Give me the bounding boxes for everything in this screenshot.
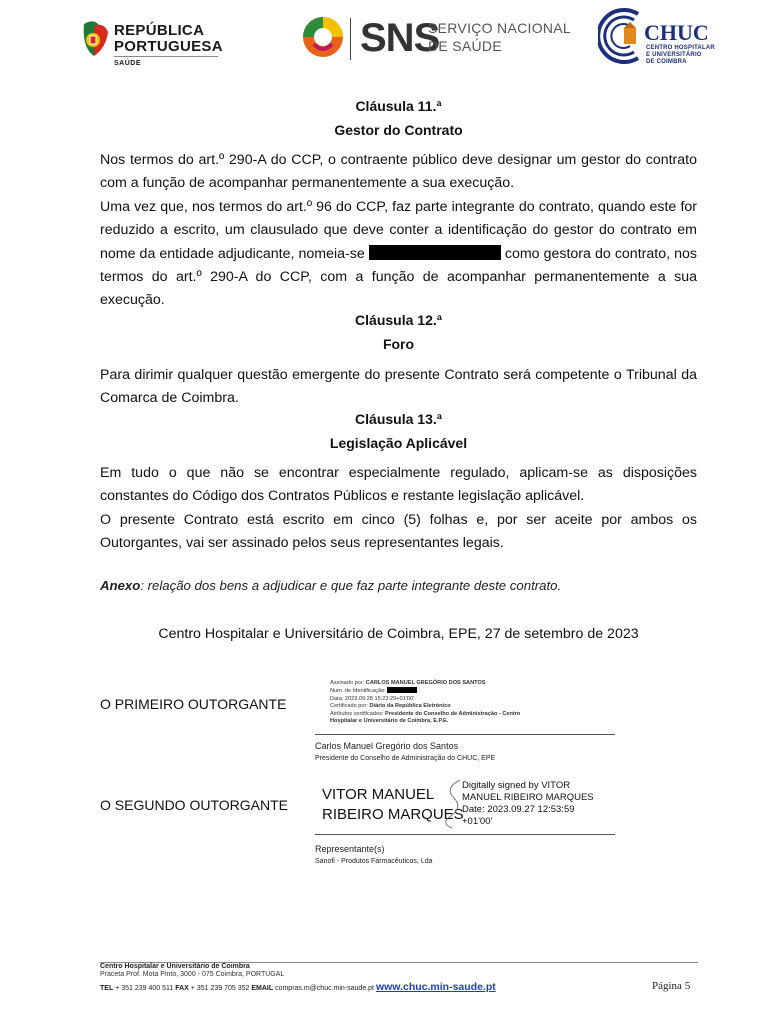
clause11-title: Cláusula 11.ª — [355, 98, 442, 114]
signature-line-1 — [315, 734, 615, 735]
footer-contacts — [100, 981, 496, 993]
redaction-block — [369, 245, 501, 260]
chuc-subtitle-1: CENTRO HOSPITALAR — [646, 45, 715, 51]
clause13-subtitle: Legislação Aplicável — [329, 435, 468, 451]
clause11-subtitle: Gestor do Contrato — [334, 122, 463, 138]
digital-signature-stamp-1 — [330, 680, 530, 725]
clause12-paragraph-1: Para dirimir qualquer questão emergente do presente Contrato será competente o Tribunal da Comarca de Coimbra. — [100, 367, 697, 407]
sns-subtitle-1: SERVIÇO NACIONAL — [428, 20, 572, 36]
anexo-label: Anexo — [100, 578, 141, 593]
republica-emblem-icon — [78, 20, 112, 60]
footer-tel: + 351 239 400 511 — [115, 985, 174, 992]
footer-org: Centro Hospitalar e Universitário de Coimbra — [100, 963, 250, 970]
stamp-cert-label: Certificado por: — [330, 703, 368, 710]
rp-title-line1: REPÚBLICA — [114, 22, 205, 39]
clause11-paragraph-2 — [100, 196, 697, 312]
digital-line-2: MANUEL RIBEIRO MARQUES — [462, 792, 594, 803]
sns-title: SNS — [360, 16, 440, 60]
footer-address: Praceta Prof. Mota Pinto, 3000 - 075 Coimbra, PORTUGAL — [100, 971, 285, 978]
place-date: Centro Hospitalar e Universitário de Coimbra, EPE, 27 de setembro de 2023 — [158, 626, 639, 642]
clause11-p2-start: Uma vez que, nos termos do art.º 96 do CCP, faz parte integrante do contrato, quando este for reduzido a escrito, um clausulado que deve conter a identificação do gestor do contrato em nome da entidade adjudicante, nomeia-se — [100, 199, 697, 262]
digital-line-1: Digitally signed by VITOR — [462, 780, 571, 791]
digital-line-3: Date: 2023.09.27 12:53:59 — [462, 804, 575, 815]
republica-portuguesa-logo — [78, 20, 114, 60]
digital-signature-stamp-2 — [462, 780, 612, 828]
signer-2-name-line1: VITOR MANUEL — [322, 786, 435, 803]
stamp-cert-value: Diário da República Eletrónico — [369, 703, 451, 710]
chuc-subtitle-2: E UNIVERSITÁRIO — [646, 52, 702, 58]
clause12-subtitle: Foro — [382, 336, 415, 352]
stamp-signed-by-label: Assinado por: — [330, 680, 365, 686]
clause13-title: Cláusula 13.ª — [355, 411, 442, 427]
stamp-id-label: Num. de Identificação: — [330, 688, 386, 695]
footer-fax: + 351 239 705 352 — [190, 985, 250, 992]
chuc-subtitle-3: DE COIMBRA — [646, 59, 687, 65]
footer-website-link[interactable]: www.chuc.min-saude.pt — [375, 981, 496, 993]
digital-line-4: +01'00' — [462, 816, 493, 827]
stamp-attr-value: Presidente do Conselho de Administração - Centro Hospitalar e Universitário de Coimbra, E.P.E. — [330, 710, 521, 725]
signer-1-name: Carlos Manuel Gregório dos Santos — [315, 741, 459, 751]
rp-title-line2: PORTUGUESA — [114, 38, 223, 55]
chuc-logo — [598, 6, 646, 66]
sns-emblem-icon — [300, 14, 346, 60]
rp-divider — [114, 56, 218, 57]
signer-2-name-line2: RIBEIRO MARQUES — [322, 806, 464, 823]
clause11-paragraph-1: Nos termos do art.º 290-A do CCP, o contraente público deve designar um gestor do contrato com a função de acompanhar permanentemente a sua execução. — [100, 152, 697, 192]
stamp-id-redaction — [387, 687, 417, 693]
footer-email-label: EMAIL — [251, 985, 274, 992]
clause13-paragraph-2: O presente Contrato está escrito em cinco (5) folhas e, por ser aceite por ambos os Outorgantes, vai ser assinado pelos seus representantes legais. — [100, 512, 697, 552]
signature-line-2 — [315, 834, 615, 835]
anexo-text: : relação dos bens a adjudicar e que faz parte integrante deste contrato. — [140, 578, 562, 593]
representative-label: Representante(s) — [315, 844, 385, 854]
representative-company: Sanofi - Produtos Farmacêuticos, Lda — [315, 858, 433, 865]
clause12-title: Cláusula 12.ª — [355, 312, 442, 328]
clause13-paragraph-1: Em tudo o que não se encontrar especialmente regulado, aplicam-se as disposições constantes do Código dos Contratos Públicos e restante legislação aplicável. — [100, 465, 697, 505]
sns-subtitle-2: DE SAÚDE — [428, 38, 502, 54]
second-party-label: O SEGUNDO OUTORGANTE — [100, 797, 288, 813]
footer-tel-label: TEL — [100, 985, 114, 992]
signer-1-role: Presidente do Conselho de Administração do CHUC, EPE — [315, 755, 496, 762]
stamp-signed-by-value: CARLOS MANUEL GREGÓRIO DOS SANTOS — [365, 680, 486, 686]
page-number: Página 5 — [652, 980, 691, 992]
sns-divider — [350, 18, 351, 60]
clause11-p2-end: como gestora do contrato, nos termos do art.º 290-A do CCP, com a função de acompanhar permanentemente a sua execução. — [100, 245, 697, 309]
first-party-label: O PRIMEIRO OUTORGANTE — [100, 696, 287, 712]
chuc-title: CHUC — [644, 20, 709, 45]
footer-email[interactable]: compras.m@chuc.min-saude.pt — [275, 985, 374, 992]
stamp-date: Data: 2023.09.28 15:23:29+01'00' — [330, 695, 415, 702]
footer-fax-label: FAX — [175, 985, 189, 992]
sns-logo — [300, 14, 348, 62]
chuc-emblem-icon — [598, 6, 646, 66]
anexo-note — [100, 578, 561, 593]
stamp-attr-label: Atributos certificados: — [330, 710, 384, 717]
rp-saude: SAÚDE — [114, 60, 142, 67]
